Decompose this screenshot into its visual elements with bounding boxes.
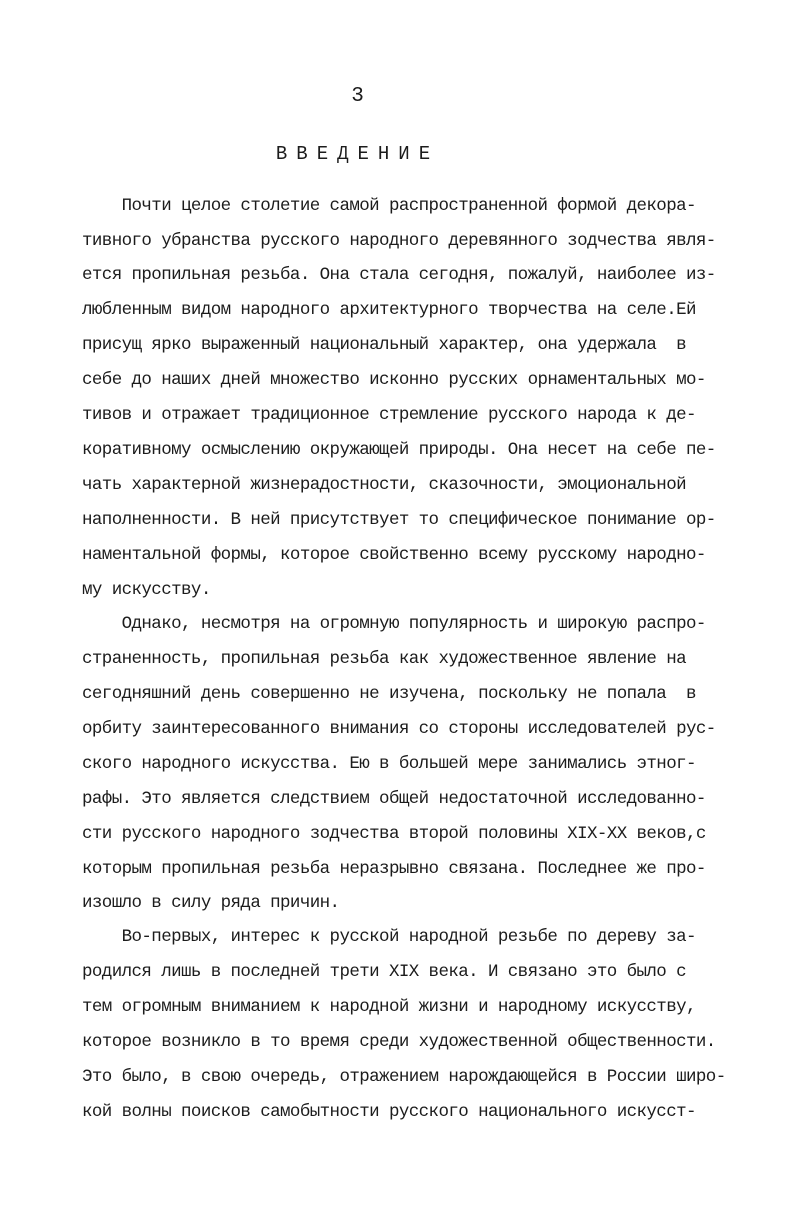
text-line: себе до наших дней множество исконно русских орнаментальных мо- (82, 370, 706, 390)
page-number: 3 (351, 85, 364, 108)
text-line: тем огромным вниманием к народной жизни и народному искусству, (82, 997, 696, 1017)
text-line: наментальной формы, которое свойственно всему русскому народно- (82, 545, 706, 565)
text-line: Во-первых, интерес к русской народной резьбе по дереву за- (82, 927, 696, 947)
text-line: сти русского народного зодчества второй половины XIX-XX веков,с (82, 824, 706, 844)
text-line: ского народного искусства. Ею в большей мере занимались этног- (82, 754, 696, 774)
text-line: ется пропильная резьба. Она стала сегодня, пожалуй, наиболее из- (82, 265, 716, 285)
text-line: сегодняшний день совершенно не изучена, поскольку не попала в (82, 684, 696, 704)
text-line: Однако, несмотря на огромную популярность и широкую распро- (82, 614, 706, 634)
text-line: рафы. Это является следствием общей недостаточной исследованно- (82, 789, 706, 809)
text-line: орбиту заинтересованного внимания со стороны исследователей рус- (82, 719, 716, 739)
section-heading: ВВЕДЕНИЕ (275, 143, 440, 165)
text-line: наполненности. В ней присутствует то специфическое понимание ор- (82, 510, 716, 530)
text-line: любленным видом народного архитектурного творчества на селе.Ей (82, 300, 696, 320)
text-line: родился лишь в последней трети XIX века. И связано это было с (82, 962, 687, 982)
text-line: Это было, в свою очередь, отражением нарождающейся в России широ- (82, 1067, 726, 1087)
text-line: которое возникло в то время среди художественной общественности. (82, 1032, 716, 1052)
text-line: му искусству. (82, 580, 211, 600)
text-line: коративному осмыслению окружающей природы. Она несет на себе пе- (82, 440, 716, 460)
text-line: которым пропильная резьба неразрывно связана. Последнее же про- (82, 859, 706, 879)
text-line: присущ ярко выраженный национальный характер, она удержала в (82, 335, 687, 355)
text-line: Почти целое столетие самой распространенной формой декора- (82, 196, 696, 216)
text-line: чать характерной жизнерадостности, сказочности, эмоциональной (82, 475, 687, 495)
text-line: тивного убранства русского народного деревянного зодчества явля- (82, 231, 716, 251)
text-line: кой волны поисков самобытности русского национального искусст- (82, 1102, 696, 1122)
text-line: изошло в силу ряда причин. (82, 893, 340, 913)
text-line: тивов и отражает традиционное стремление русского народа к де- (82, 405, 696, 425)
text-line: страненность, пропильная резьба как художественное явление на (82, 649, 687, 669)
